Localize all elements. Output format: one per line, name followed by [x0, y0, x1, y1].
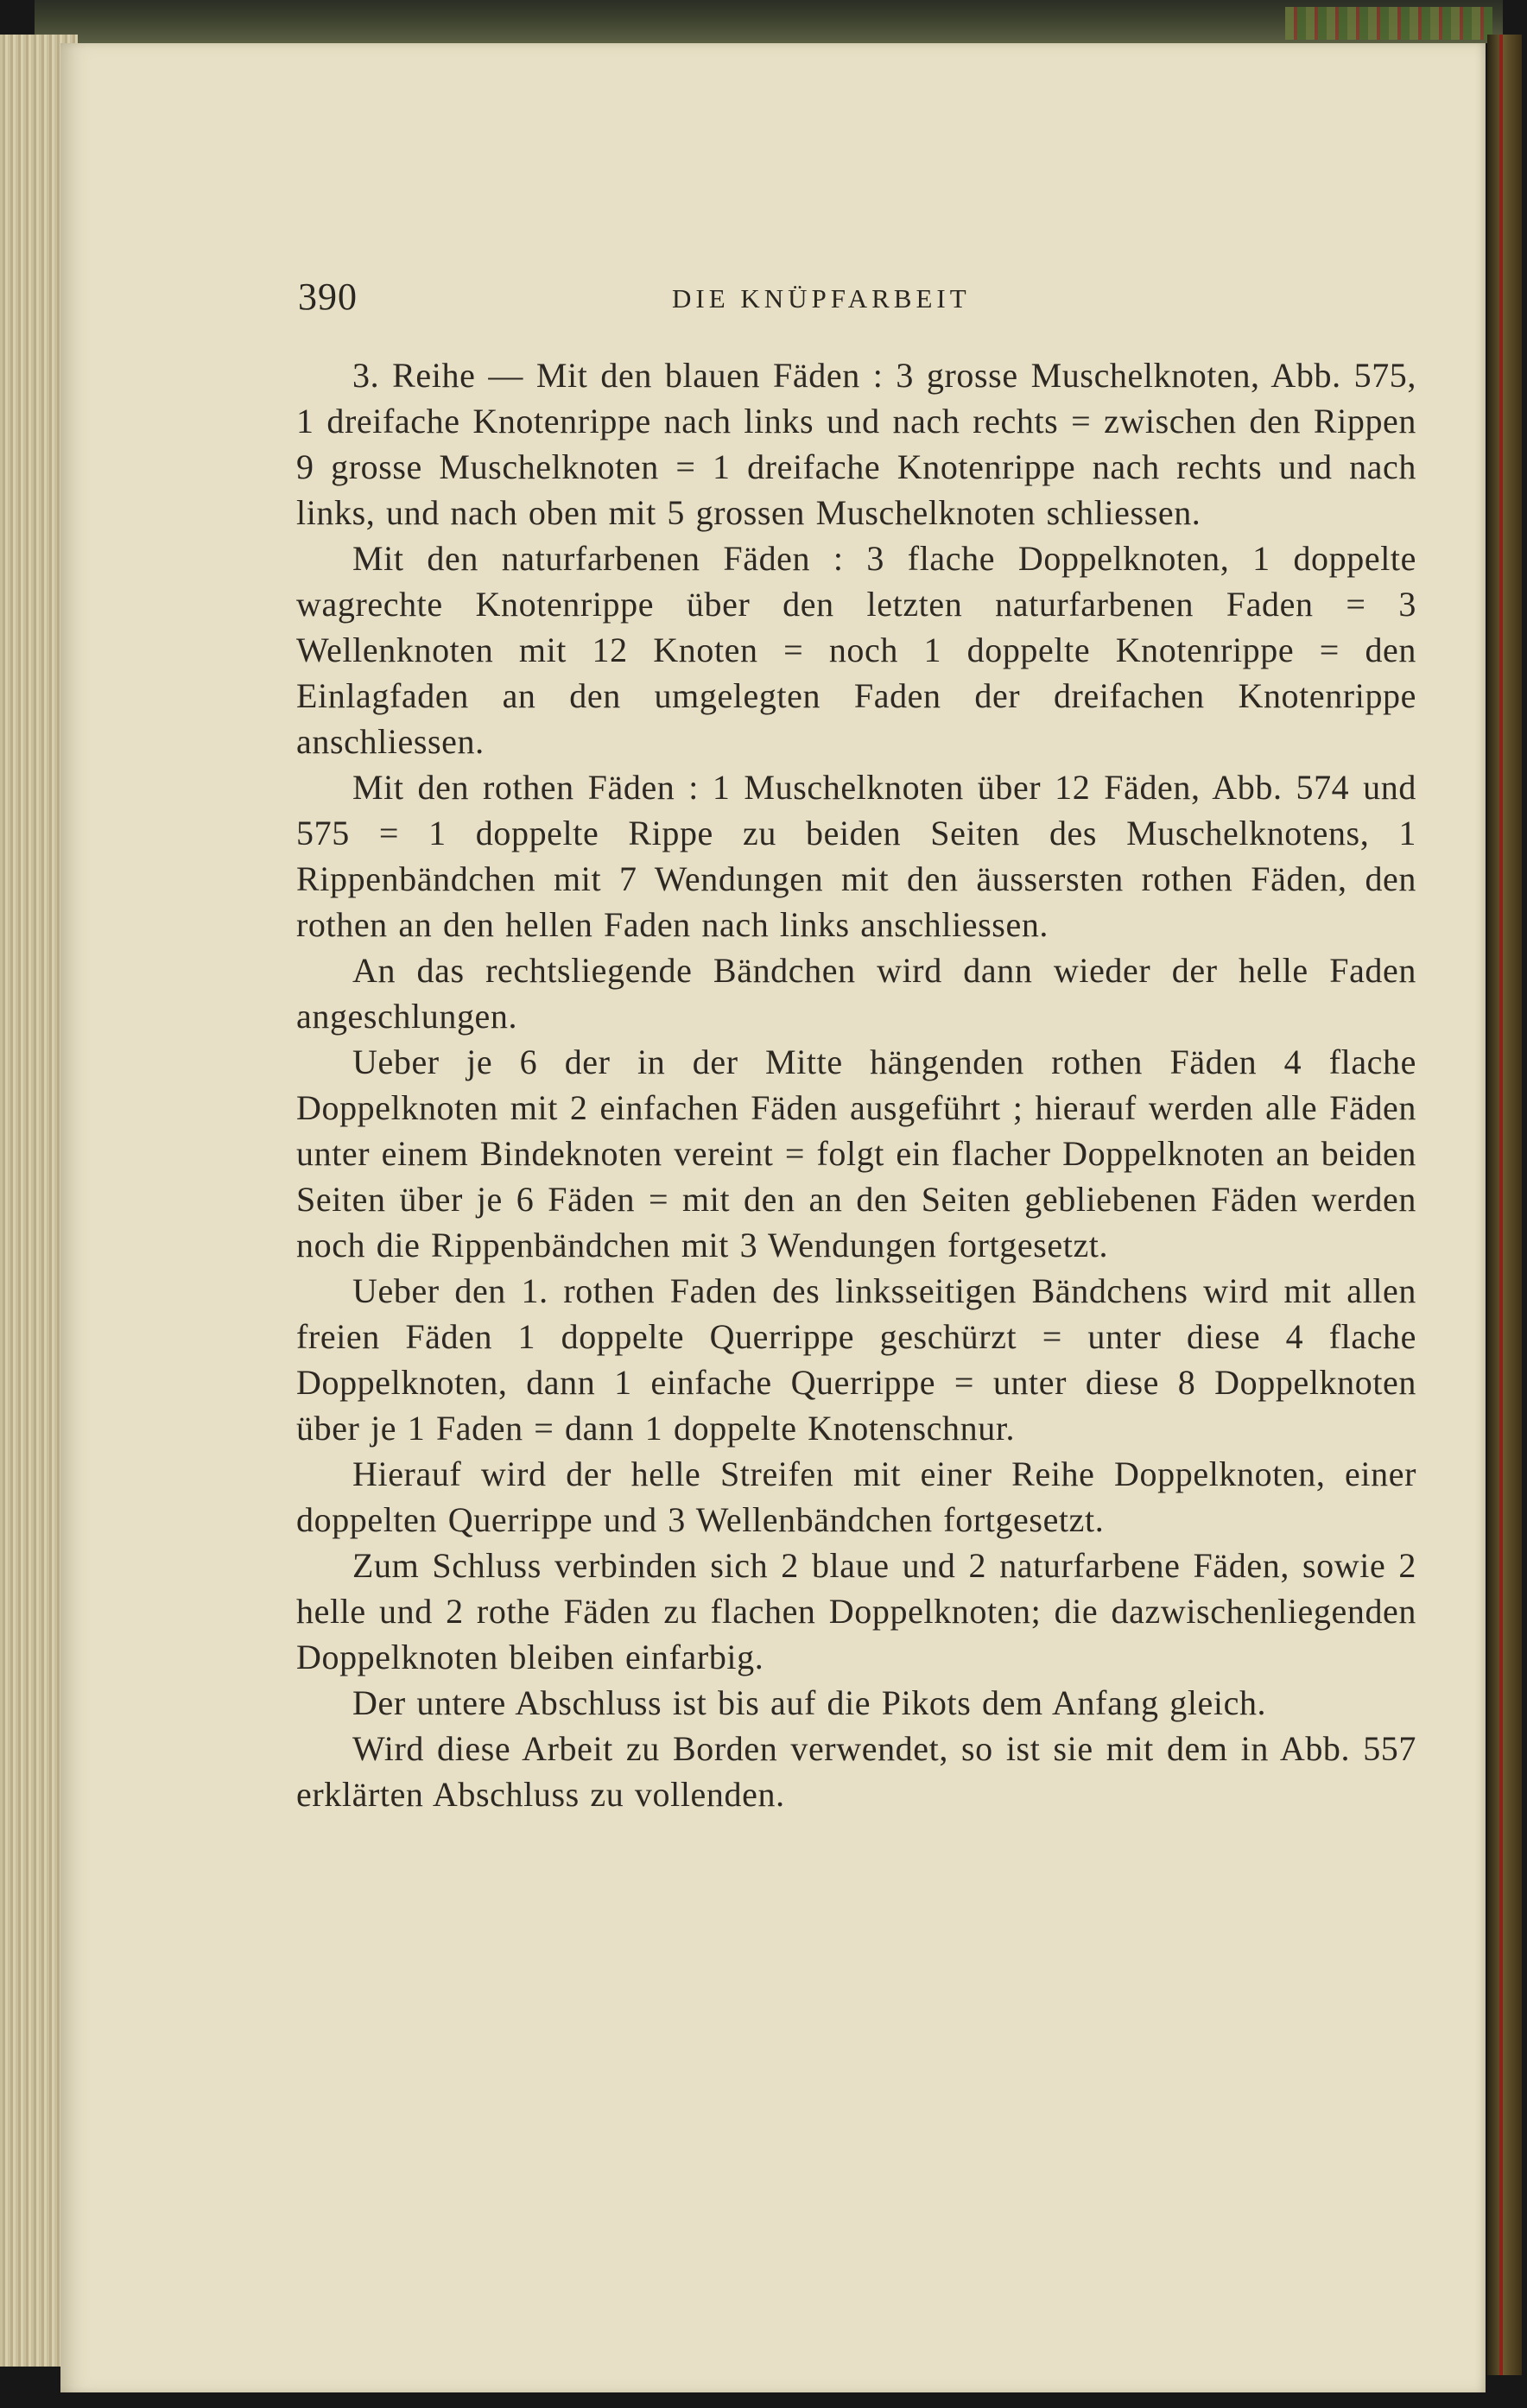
- right-cover-edge: [1487, 35, 1522, 2375]
- paragraph-10: Wird diese Arbeit zu Borden verwendet, so ist sie mit dem in Abb. 557 erklärten Abschluss zu vollenden.: [296, 1729, 1416, 1814]
- page-number: 390: [298, 276, 358, 318]
- paragraph-7: Hierauf wird der helle Streifen mit einer Reihe Doppelknoten, einer doppelten Querrippe und 3 Wellenbändchen fortgesetzt.: [296, 1454, 1416, 1539]
- paragraph-5: Ueber je 6 der in der Mitte hängenden rothen Fäden 4 flache Doppelknoten mit 2 einfachen Fäden ausgeführt ; hierauf werden alle Fäden unter einem Bindeknoten vereint = folgt ein flacher Doppelknoten an beiden Seiten über je 6 Fäden = mit den an den Seiten gebliebenen Fäden werden noch die Rippenbändchen mit 3 Wendungen fortgesetzt.: [296, 1042, 1416, 1264]
- body-text: [296, 352, 1416, 1817]
- paragraph-3: Mit den rothen Fäden : 1 Muschelknoten über 12 Fäden, Abb. 574 und 575 = 1 doppelte Rippe zu beiden Seiten des Muschelknotens, 1 Rippenbändchen mit 7 Wendungen mit den äussersten rothen Fäden, den rothen an den hellen Faden nach links anschliessen.: [296, 768, 1416, 944]
- paragraph-1: 3. Reihe — Mit den blauen Fäden : 3 grosse Muschelknoten, Abb. 575, 1 dreifache Knotenrippe nach links und nach rechts = zwischen den Rippen 9 grosse Muschelknoten = 1 dreifache Knotenrippe nach rechts und nach links, und nach oben mit 5 grossen Muschelknoten schliessen.: [296, 356, 1416, 532]
- page-header: [298, 275, 1421, 318]
- paragraph-9: Der untere Abschluss ist bis auf die Pikots dem Anfang gleich.: [352, 1683, 1267, 1722]
- top-binding-edge: [35, 0, 1503, 43]
- paragraph-2: Mit den naturfarbenen Fäden : 3 flache Doppelknoten, 1 doppelte wagrechte Knotenrippe über den letzten naturfarbenen Faden = 3 Wellenknoten mit 12 Knoten = noch 1 doppelte Knotenrippe = den Einlagfaden an den umgelegten Faden der dreifachen Knotenrippe anschliessen.: [296, 539, 1416, 761]
- running-title: DIE KNÜPFARBEIT: [672, 283, 971, 314]
- paragraph-4: An das rechtsliegende Bändchen wird dann wieder der helle Faden angeschlungen.: [296, 951, 1416, 1036]
- top-decorative-edge: [1285, 7, 1492, 40]
- paragraph-6: Ueber den 1. rothen Faden des linksseitigen Bändchens wird mit allen freien Fäden 1 doppelte Querrippe geschürzt = unter diese 4 flache Doppelknoten, dann 1 einfache Querrippe = unter diese 8 Doppelknoten über je 1 Faden = dann 1 doppelte Knotenschnur.: [296, 1271, 1416, 1448]
- paragraph-8: Zum Schluss verbinden sich 2 blaue und 2 naturfarbene Fäden, sowie 2 helle und 2 rothe Fäden zu flachen Doppelknoten; die dazwischenliegenden Doppelknoten bleiben einfarbig.: [296, 1546, 1416, 1676]
